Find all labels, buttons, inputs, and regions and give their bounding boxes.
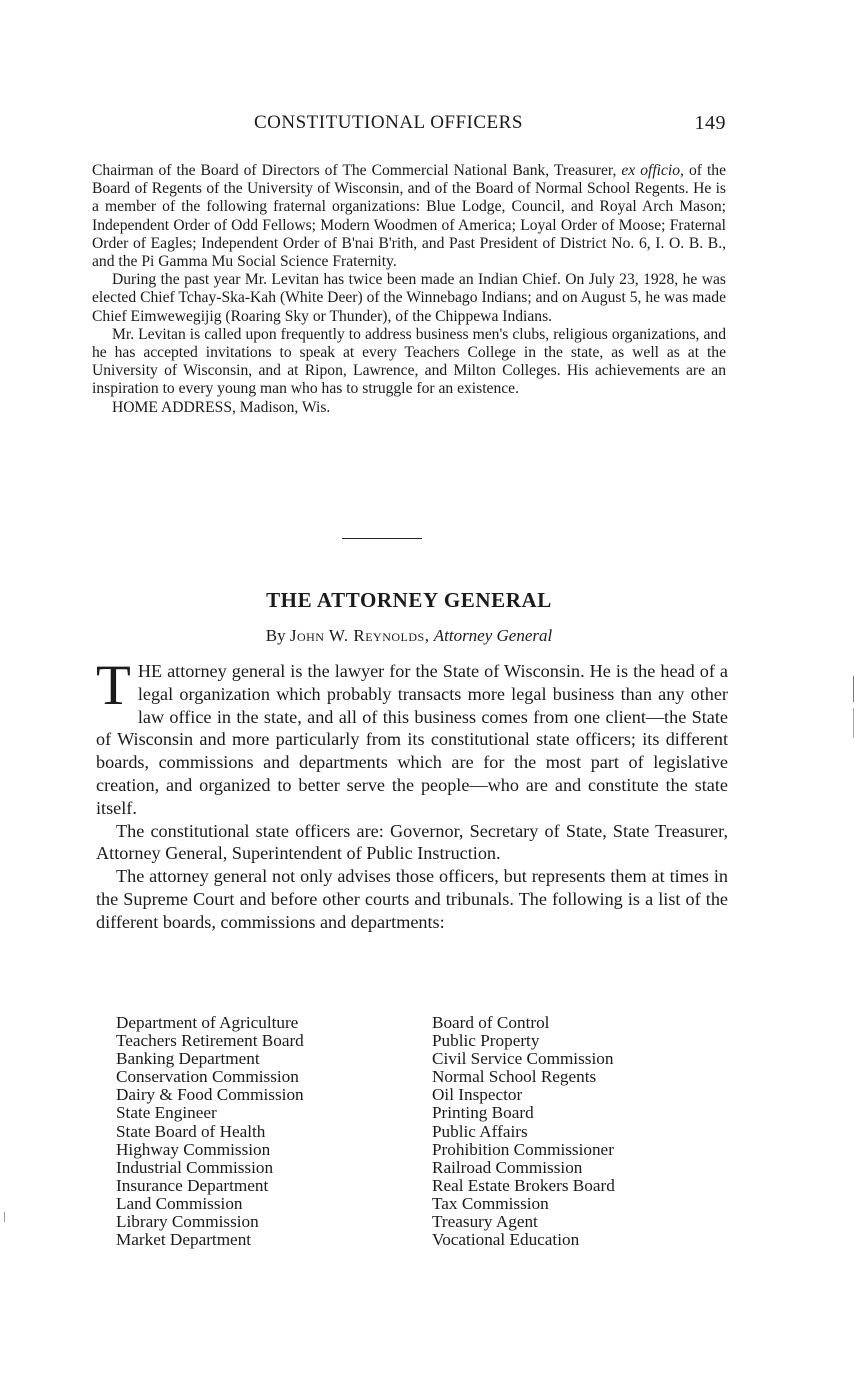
home-address: HOME ADDRESS, Madison, Wis. <box>112 398 331 416</box>
bio-paragraph-1 <box>92 162 726 271</box>
list-item: Conservation Commission <box>116 1067 299 1087</box>
list-item: Teachers Retirement Board <box>116 1031 304 1051</box>
list-item: Real Estate Brokers Board <box>432 1175 615 1195</box>
bio-p1-italic: ex officio, <box>621 162 684 179</box>
article-p1-text: HE attorney general is the lawyer for the State of Wisconsin. He is the head of a legal organization which probably transacts more legal business than any other law office in the state, and all of this business comes from one client—the State of Wisconsin and more particularly from its constitutional state officers; its different boards, commissions and departments which are for the most part of legislative creation, and organized to better serve the people—who are and constitute the state itself. <box>96 661 728 818</box>
page-number: 149 <box>694 112 726 134</box>
list-item: Board of Control <box>432 1013 550 1032</box>
list-item: Market Department <box>116 1230 252 1250</box>
section-title: THE ATTORNEY GENERAL <box>266 588 552 612</box>
scan-mark <box>853 708 854 738</box>
list-item: Treasury Agent <box>432 1212 538 1232</box>
list-item: Highway Commission <box>116 1139 271 1159</box>
bio-paragraph-2: During the past year Mr. Levitan has twice been made an Indian Chief. On July 23, 1928, he was elected Chief Tchay-Ska-Kah (White Deer) of the Winnebago Indians; and on August 5, he was made Chief Eimwewegijig (Roaring Sky or Thunder), of the Chippewa Indians. <box>92 271 726 325</box>
bio-paragraph-3: Mr. Levitan is called upon frequently to address business men's clubs, religious organizations, and he has accepted invitations to speak at every Teachers College in the state, as well as at the University of Wisconsin, and at Ripon, Lawrence, and Milton Colleges. His achievements are an inspiration to every young man who has to struggle for an existence. <box>92 325 726 398</box>
article-body <box>96 654 728 934</box>
list-item: Tax Commission <box>432 1193 549 1213</box>
list-item: Public Affairs <box>432 1121 528 1141</box>
list-item: Prohibition Commissioner <box>432 1139 614 1159</box>
bio-p1-text-b: of the Board of Regents of the University of Wisconsin, and of the Board of Normal School Regents. He is a member of the following fraternal organizations: Blue Lodge, Council, and Royal Arch Mason; Independent Order of Odd Fellows; Modern Woodmen of America; Loyal Order of Moose; Fraternal Order of Eagles; Independent Order of B'nai B'rith, and Past President of District No. 6, I. O. B. B., and the Pi Gamma Mu Social Science Fraternity. <box>92 162 726 271</box>
list-item: Land Commission <box>116 1193 243 1213</box>
scan-mark <box>853 676 854 702</box>
article-paragraph-3: The attorney general not only advises those officers, but represents them at times in the Supreme Court and before other courts and tribunals. The following is a list of the different boards, commissions and departments: <box>96 866 728 932</box>
list-item: Vocational Education <box>432 1230 580 1250</box>
byline-role: Attorney General <box>433 626 553 645</box>
section-divider <box>342 538 422 539</box>
boards-list-left <box>116 1014 304 1249</box>
list-item: Library Commission <box>116 1212 259 1232</box>
byline <box>92 626 726 646</box>
list-item: State Board of Health <box>116 1121 266 1141</box>
list-item: Printing Board <box>432 1103 534 1123</box>
list-item: Oil Inspector <box>432 1085 523 1105</box>
running-title: CONSTITUTIONAL OFFICERS <box>254 112 523 133</box>
list-item: Insurance Department <box>116 1175 269 1195</box>
list-item: Railroad Commission <box>432 1157 583 1177</box>
bio-p1-text-a: Chairman of the Board of Directors of The Commercial National Bank, Treasurer, <box>92 162 622 179</box>
list-item: Banking Department <box>116 1049 260 1069</box>
list-item: Department of Agriculture <box>116 1013 299 1032</box>
drop-cap: T <box>96 654 131 717</box>
scan-mark <box>4 1212 5 1222</box>
biography-text <box>92 162 726 417</box>
list-item: State Engineer <box>116 1103 217 1123</box>
list-item: Civil Service Commission <box>432 1049 614 1069</box>
list-item: Public Property <box>432 1031 540 1051</box>
article-paragraph-2: The constitutional state officers are: Governor, Secretary of State, State Treasurer, Attorney General, Superintendent of Public Instruction. <box>96 820 728 864</box>
byline-author: John W. Reynolds, <box>289 626 430 645</box>
list-item: Normal School Regents <box>432 1067 597 1087</box>
article-paragraph-1 <box>96 654 728 820</box>
byline-prefix: By <box>265 626 286 645</box>
list-item: Industrial Commission <box>116 1157 274 1177</box>
boards-list-right <box>432 1014 615 1249</box>
list-item: Dairy & Food Commission <box>116 1085 304 1105</box>
